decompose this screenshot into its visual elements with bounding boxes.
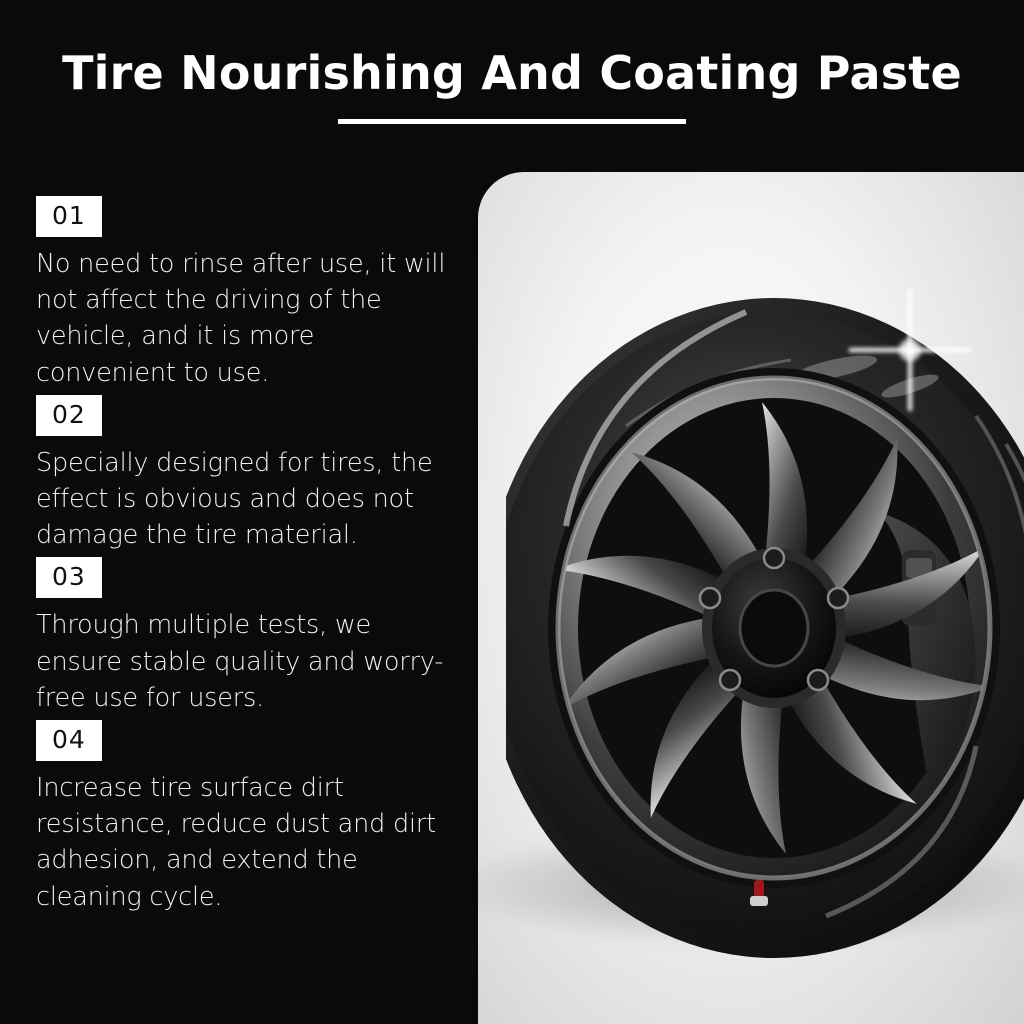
product-image xyxy=(478,172,1024,1024)
feature-description: No need to rinse after use, it will not affect the driving of the vehicle, and it is more convenient to use. xyxy=(36,249,446,388)
list-item xyxy=(36,557,458,716)
alloy-wheel-icon xyxy=(506,276,1024,976)
feature-description: Specially designed for tires, the effect is obvious and does not damage the tire material. xyxy=(36,447,433,551)
title-underline-divider xyxy=(338,119,686,124)
feature-number-badge: 04 xyxy=(36,720,102,761)
page-title: Tire Nourishing And Coating Paste xyxy=(62,46,962,100)
feature-number-badge: 03 xyxy=(36,557,102,598)
feature-list xyxy=(0,196,470,919)
list-item xyxy=(36,196,458,391)
list-item xyxy=(36,395,458,554)
feature-description: Increase tire surface dirt resistance, reduce dust and dirt adhesion, and extend the cleaning cycle. xyxy=(36,773,436,912)
poster-header xyxy=(0,0,1024,158)
feature-number-badge: 01 xyxy=(36,196,102,237)
feature-description: Through multiple tests, we ensure stable quality and worry-free use for users. xyxy=(36,610,444,713)
feature-number-badge: 02 xyxy=(36,395,102,436)
list-item xyxy=(36,720,458,915)
